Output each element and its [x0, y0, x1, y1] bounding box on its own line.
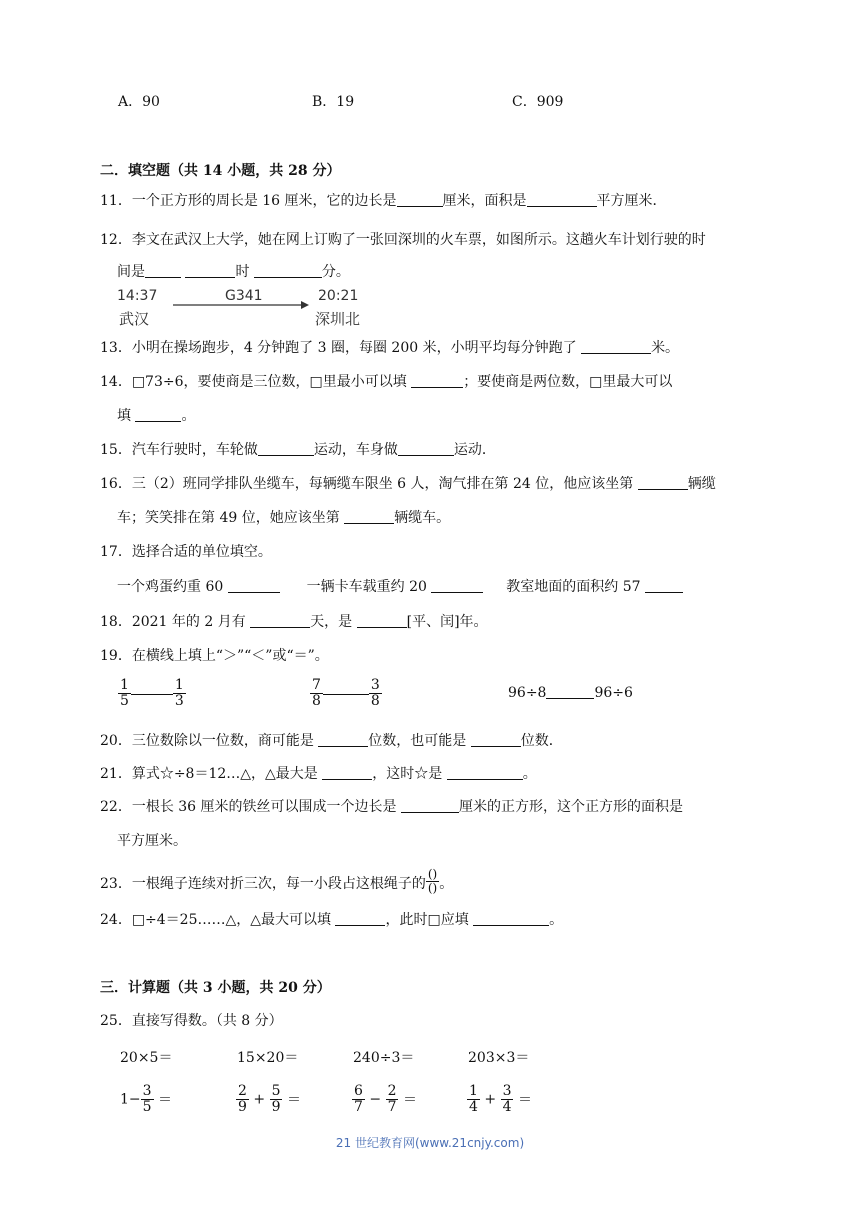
answer-blank[interactable] — [250, 613, 310, 628]
train-ticket-diagram — [117, 288, 377, 328]
option-c: C．909 — [512, 94, 564, 110]
answer-blank[interactable] — [254, 263, 322, 278]
calc-item: 15×20＝ — [237, 1050, 299, 1066]
question-23: 23．一根绳子连续对折三次，每一小段占这根绳子的 $\frac{()}{()}$ 。 — [100, 867, 454, 895]
fraction: $\frac{5}{9}$ — [271, 1083, 281, 1115]
question-11: 11．一个正方形的周长是 16 厘米，它的边长是 厘米，面积是 平方厘米． — [100, 193, 667, 209]
answer-blank[interactable] — [318, 732, 368, 747]
answer-blank[interactable] — [397, 192, 443, 207]
calc-item-fraction: $\frac{1}{4}$ + $\frac{3}{4}$ ＝ — [469, 1083, 532, 1115]
question-24: 24．□÷4＝25……△，△最大可以填 ，此时□应填 。 — [100, 912, 564, 928]
calc-item-fraction: $\frac{6}{7}$ − $\frac{2}{7}$ ＝ — [354, 1083, 417, 1115]
answer-blank[interactable] — [645, 578, 683, 593]
calc-item-fraction: 1− $\frac{3}{5}$ ＝ — [120, 1083, 173, 1115]
answer-blank[interactable] — [322, 765, 372, 780]
answer-blank[interactable] — [344, 509, 394, 524]
train-number: G341 — [225, 288, 263, 304]
option-a: A．90 — [118, 94, 160, 110]
arrow-icon — [173, 300, 309, 310]
fraction: $\frac{3}{5}$ — [142, 1083, 152, 1115]
question-22: 22．一根长 36 厘米的铁丝可以围成一个边长是 厘米的正方形，这个正方形的面积是 — [100, 799, 683, 815]
answer-blank[interactable] — [135, 407, 181, 422]
answer-blank[interactable] — [431, 578, 483, 593]
fraction: $\frac{1}{3}$ — [174, 677, 184, 709]
section-title-fill-in: 二．填空题（共 14 小题，共 28 分） — [100, 163, 341, 179]
question-22-cont: 平方厘米。 — [117, 833, 187, 849]
answer-blank[interactable] — [401, 798, 459, 813]
question-21: 21．算式☆÷8＝12…△，△最大是 ，这时☆是 。 — [100, 766, 537, 782]
arrive-station: 深圳北 — [315, 310, 361, 328]
answer-blank[interactable] — [546, 684, 594, 699]
depart-time: 14:37 — [117, 288, 158, 304]
question-12: 12．李文在武汉上大学，她在网上订购了一张回深圳的火车票，如图所示。这趟火车计划行驶的时 — [100, 232, 706, 248]
depart-station: 武汉 — [119, 310, 150, 328]
question-18: 18．2021 年的 2 月有 天，是 [平、闰]年。 — [100, 614, 488, 630]
question-25: 25．直接写得数。（共 8 分） — [100, 1013, 283, 1029]
fraction: $\frac{1}{5}$ — [120, 677, 129, 709]
question-16-cont: 车；笑笑排在第 49 位，她应该坐第 辆缆车。 — [117, 510, 451, 526]
answer-blank[interactable] — [228, 578, 280, 593]
fraction: $\frac{1}{4}$ — [469, 1083, 478, 1115]
fraction: $\frac{3}{8}$ — [370, 677, 380, 709]
answer-blank[interactable] — [185, 263, 235, 278]
question-17-items: 一个鸡蛋约重 60 一辆卡车载重约 20 教室地面的面积约 57 — [117, 577, 683, 597]
question-19-compare-1 — [118, 678, 186, 709]
calc-item: 240÷3＝ — [353, 1050, 415, 1066]
fraction: $\frac{()}{()}$ — [427, 867, 438, 895]
question-15: 15．汽车行驶时，车轮做 运动，车身做 运动． — [100, 442, 496, 458]
calc-item-fraction: $\frac{2}{9}$ + $\frac{5}{9}$ ＝ — [238, 1083, 301, 1115]
question-19-compare-2 — [310, 678, 382, 709]
question-16: 16．三（2）班同学排队坐缆车，每辆缆车限坐 6 人，淘气排在第 24 位，他应该坐第 辆缆 — [100, 476, 716, 492]
section-title-calculation: 三．计算题（共 3 小题，共 20 分） — [100, 980, 331, 996]
answer-blank[interactable] — [471, 732, 521, 747]
answer-blank[interactable] — [145, 263, 181, 278]
answer-blank[interactable] — [357, 613, 407, 628]
answer-blank[interactable] — [131, 693, 173, 695]
fraction: $\frac{6}{7}$ — [354, 1083, 363, 1115]
answer-blank[interactable] — [335, 911, 385, 926]
answer-blank[interactable] — [581, 339, 651, 354]
option-b: B．19 — [312, 94, 355, 110]
footer-watermark: 21 世纪教育网(www.21cnjy.com) — [335, 1136, 525, 1150]
answer-blank[interactable] — [527, 192, 597, 207]
fraction: $\frac{7}{8}$ — [312, 677, 321, 709]
answer-blank[interactable] — [411, 373, 463, 388]
fraction: $\frac{2}{9}$ — [238, 1083, 247, 1115]
question-12-cont: 间是 时 分。 — [117, 264, 350, 280]
question-20: 20．三位数除以一位数，商可能是 位数，也可能是 位数． — [100, 733, 563, 749]
question-19-compare-3: 96÷8 96÷6 — [508, 685, 633, 701]
fraction: $\frac{3}{4}$ — [502, 1083, 512, 1115]
calc-item: 20×5＝ — [120, 1050, 173, 1066]
calc-item: 203×3＝ — [468, 1050, 530, 1066]
answer-blank[interactable] — [638, 475, 688, 490]
answer-blank[interactable] — [398, 441, 454, 456]
arrive-time: 20:21 — [318, 288, 359, 304]
fraction: $\frac{2}{7}$ — [387, 1083, 397, 1115]
question-14-cont: 填 。 — [117, 408, 196, 424]
question-13: 13．小明在操场跑步，4 分钟跑了 3 圈，每圈 200 米，小明平均每分钟跑了 米。 — [100, 340, 680, 356]
question-14: 14．□73÷6，要使商是三位数，□里最小可以填 ；要使商是两位数，□里最大可以 — [100, 374, 673, 390]
question-19: 19．在横线上填上“＞”“＜”或“＝”。 — [100, 648, 329, 664]
answer-blank[interactable] — [323, 693, 369, 695]
answer-blank[interactable] — [473, 911, 549, 926]
answer-blank[interactable] — [447, 765, 523, 780]
answer-blank[interactable] — [258, 441, 314, 456]
question-17: 17．选择合适的单位填空。 — [100, 544, 272, 560]
